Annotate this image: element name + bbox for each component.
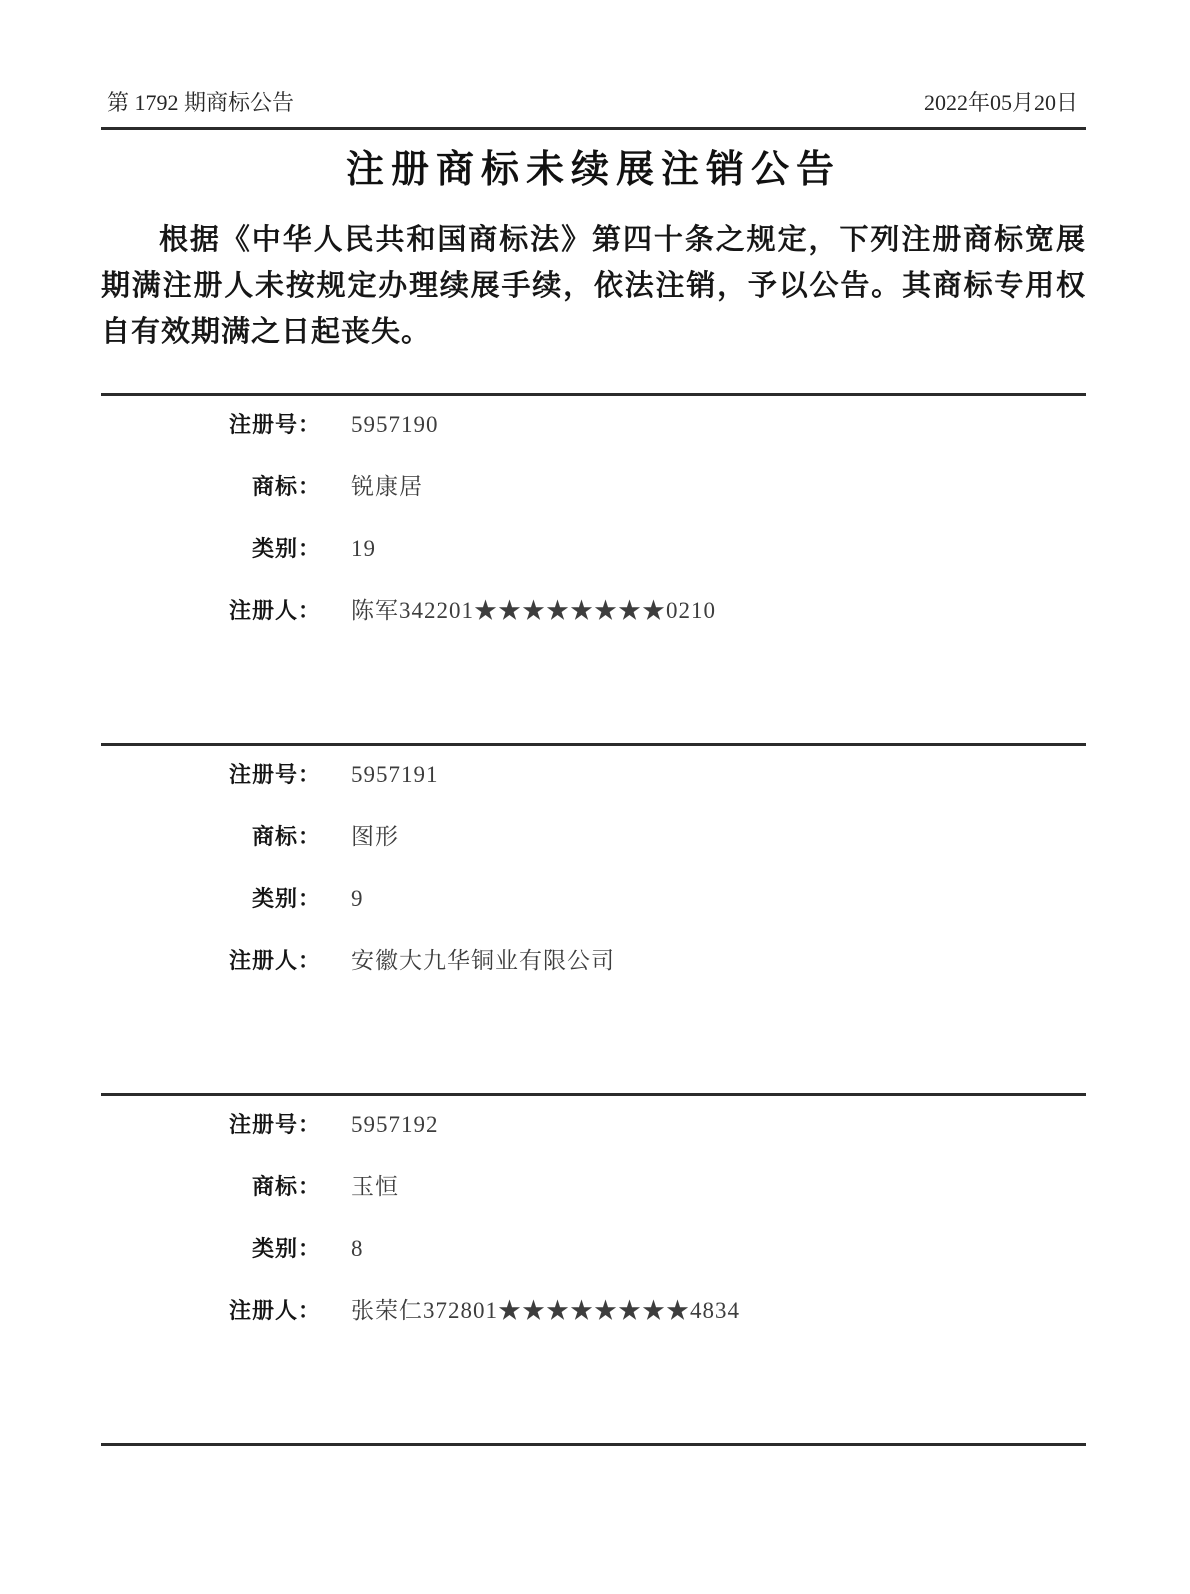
reg-no-label: 注册号：: [228, 1112, 321, 1137]
trademark-label: 商标：: [251, 824, 321, 849]
gazette-date: 2022年05月20日: [923, 90, 1078, 115]
registrant-row: [101, 948, 1086, 974]
trademark-row: [101, 824, 1086, 850]
category-value: 8: [351, 1236, 364, 1261]
reg-no-value: 5957191: [351, 762, 439, 787]
reg-no-row: [101, 1112, 1086, 1138]
reg-no-label: 注册号：: [228, 412, 321, 437]
trademark-label: 商标：: [251, 1174, 321, 1199]
category-row: [101, 1236, 1086, 1262]
trademark-entry: [101, 393, 1086, 743]
reg-no-row: [101, 762, 1086, 788]
reg-no-row: [101, 412, 1086, 438]
registrant-label: 注册人：: [228, 598, 321, 623]
registrant-value: 张荣仁372801★★★★★★★★4834: [351, 1298, 740, 1323]
trademark-entry: [101, 743, 1086, 1093]
entries-list: [101, 393, 1086, 1446]
registrant-row: [101, 598, 1086, 624]
gazette-header: [101, 90, 1086, 130]
trademark-value: 锐康居: [351, 474, 423, 499]
page-title: 注册商标未续展注销公告: [345, 149, 841, 191]
registrant-row: [101, 1298, 1086, 1324]
category-label: 类别：: [251, 886, 321, 911]
registrant-label: 注册人：: [228, 1298, 321, 1323]
category-label: 类别：: [251, 536, 321, 561]
registrant-value: 安徽大九华铜业有限公司: [351, 948, 615, 973]
category-row: [101, 886, 1086, 912]
reg-no-label: 注册号：: [228, 762, 321, 787]
registrant-label: 注册人：: [228, 948, 321, 973]
intro-paragraph: 根据《中华人民共和国商标法》第四十条之规定，下列注册商标宽展期满注册人未按规定办理续展手续，依法注销，予以公告。其商标专用权自有效期满之日起丧失。: [101, 224, 1086, 348]
reg-no-value: 5957192: [351, 1112, 439, 1137]
trademark-value: 玉恒: [351, 1174, 399, 1199]
trademark-row: [101, 474, 1086, 500]
trademark-label: 商标：: [251, 474, 321, 499]
reg-no-value: 5957190: [351, 412, 439, 437]
trademark-value: 图形: [351, 824, 399, 849]
category-value: 19: [351, 536, 376, 561]
trademark-row: [101, 1174, 1086, 1200]
gazette-issue-label: 第 1792 期商标公告: [107, 90, 295, 115]
category-value: 9: [351, 886, 364, 911]
category-row: [101, 536, 1086, 562]
registrant-value: 陈军342201★★★★★★★★0210: [351, 598, 716, 623]
trademark-entry: [101, 1093, 1086, 1443]
category-label: 类别：: [251, 1236, 321, 1261]
